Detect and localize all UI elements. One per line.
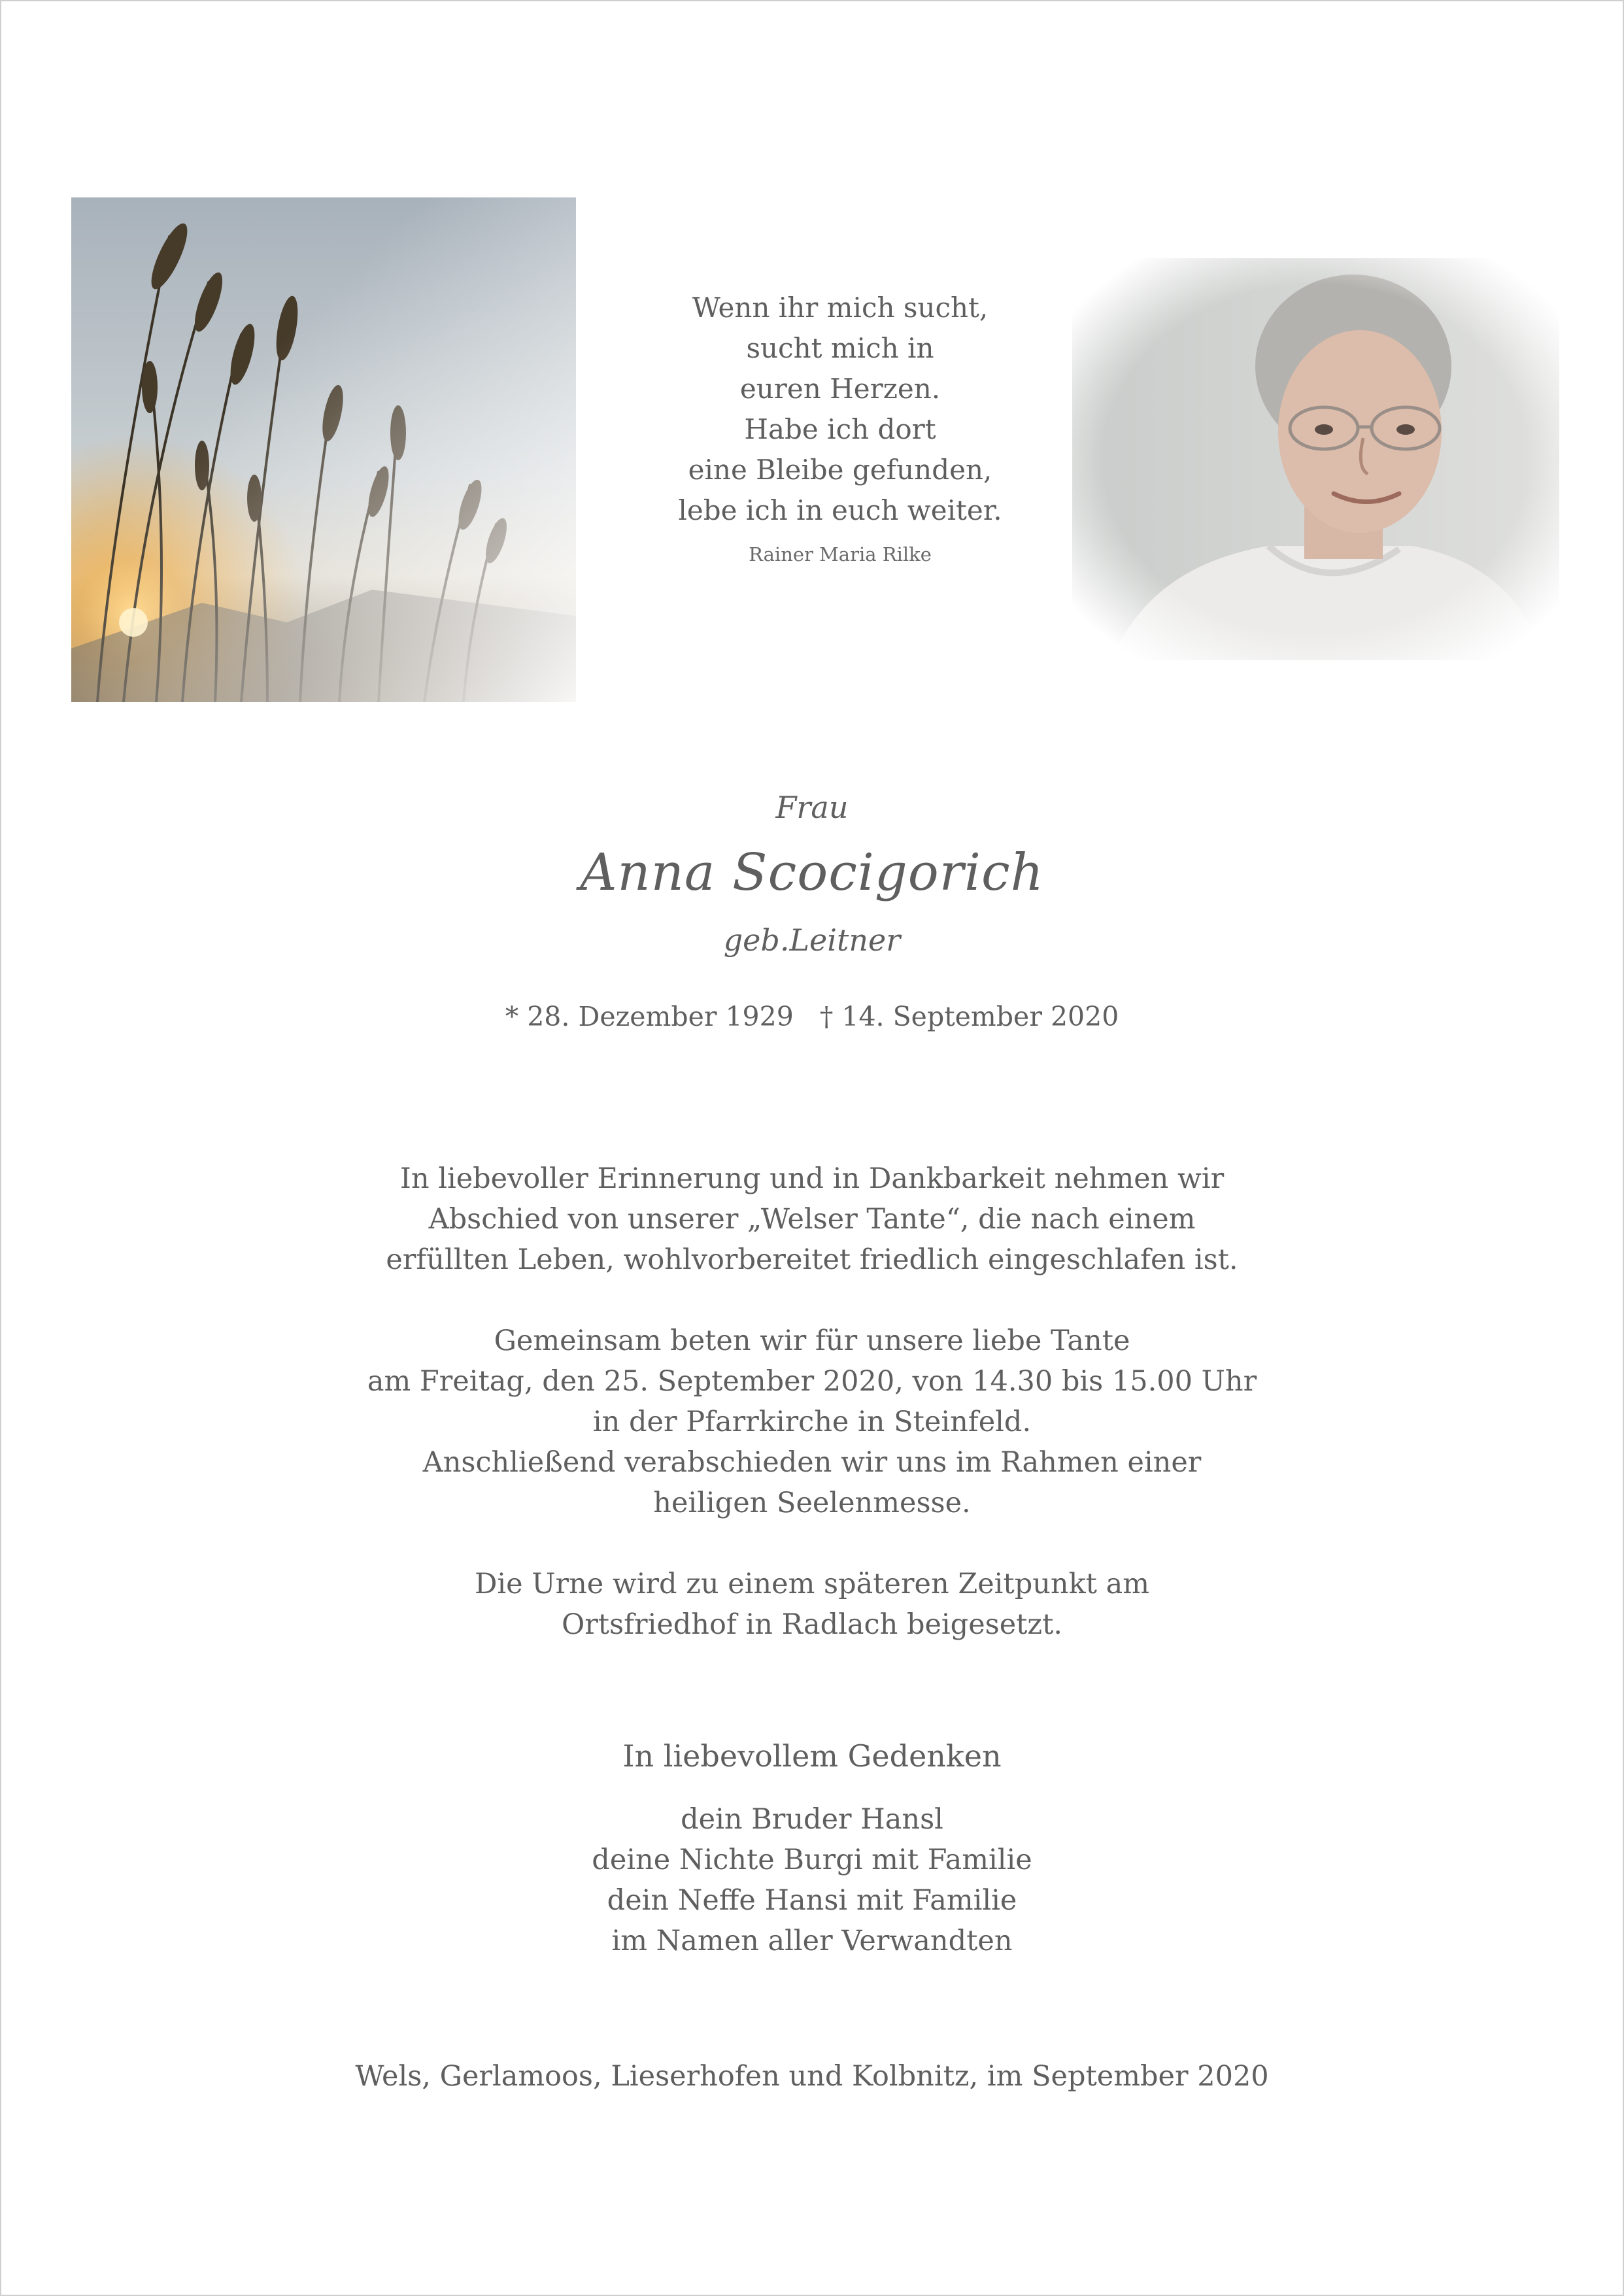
text-line: heiligen Seelenmesse. — [653, 1487, 971, 1519]
salutation: Frau — [775, 790, 849, 825]
text-line: Ortsfriedhof in Radlach beigesetzt. — [561, 1608, 1063, 1641]
quote-line: Habe ich dort — [744, 413, 936, 445]
text-line: Abschied von unserer „Welser Tante“, die nach einem — [428, 1203, 1196, 1236]
reed-sunset-image — [71, 197, 576, 702]
quote-line: eine Bleibe gefunden, — [688, 454, 992, 486]
quote-line: euren Herzen. — [739, 373, 941, 405]
paragraph-prayer — [0, 1321, 1624, 1523]
quote-line: Wenn ihr mich sucht, — [692, 292, 989, 324]
mourners-list — [0, 1799, 1624, 1961]
closing-heading: In liebevollem Gedenken — [622, 1738, 1002, 1774]
paragraph-remembrance — [0, 1158, 1624, 1280]
birth-date: * 28. Dezember 1929 — [505, 1001, 794, 1032]
mourner: dein Neffe Hansi mit Familie — [607, 1884, 1017, 1917]
quote-author: Rainer Maria Rilke — [749, 543, 932, 566]
text-line: am Freitag, den 25. September 2020, von 14.30 bis 15.00 Uhr — [367, 1365, 1257, 1398]
poem-quote — [641, 288, 1040, 567]
maiden-name: geb.Leitner — [723, 922, 901, 958]
text-line: Anschließend verabschieden wir uns im Rahmen einer — [422, 1446, 1202, 1479]
death-date: † 14. September 2020 — [819, 1001, 1119, 1032]
mourner: dein Bruder Hansl — [681, 1803, 943, 1836]
mourner: deine Nichte Burgi mit Familie — [592, 1844, 1032, 1876]
life-dates — [0, 997, 1624, 1036]
text-line: In liebevoller Erinnerung und in Dankbarkeit nehmen wir — [399, 1162, 1225, 1195]
mourner: im Namen aller Verwandten — [611, 1925, 1013, 1957]
deceased-name: Anna Scocigorich — [580, 843, 1044, 902]
quote-line: sucht mich in — [746, 332, 934, 364]
paragraph-burial — [0, 1564, 1624, 1645]
place-date: Wels, Gerlamoos, Lieserhofen und Kolbnitz, im September 2020 — [355, 2060, 1269, 2093]
text-line: in der Pfarrkirche in Steinfeld. — [592, 1406, 1032, 1438]
portrait-photo — [1072, 258, 1559, 660]
quote-line: lebe ich in euch weiter. — [678, 494, 1002, 526]
text-line: Gemeinsam beten wir für unsere liebe Tante — [494, 1325, 1130, 1357]
text-line: Die Urne wird zu einem späteren Zeitpunkt am — [474, 1568, 1150, 1600]
text-line: erfüllten Leben, wohlvorbereitet friedlich eingeschlafen ist. — [386, 1243, 1238, 1276]
